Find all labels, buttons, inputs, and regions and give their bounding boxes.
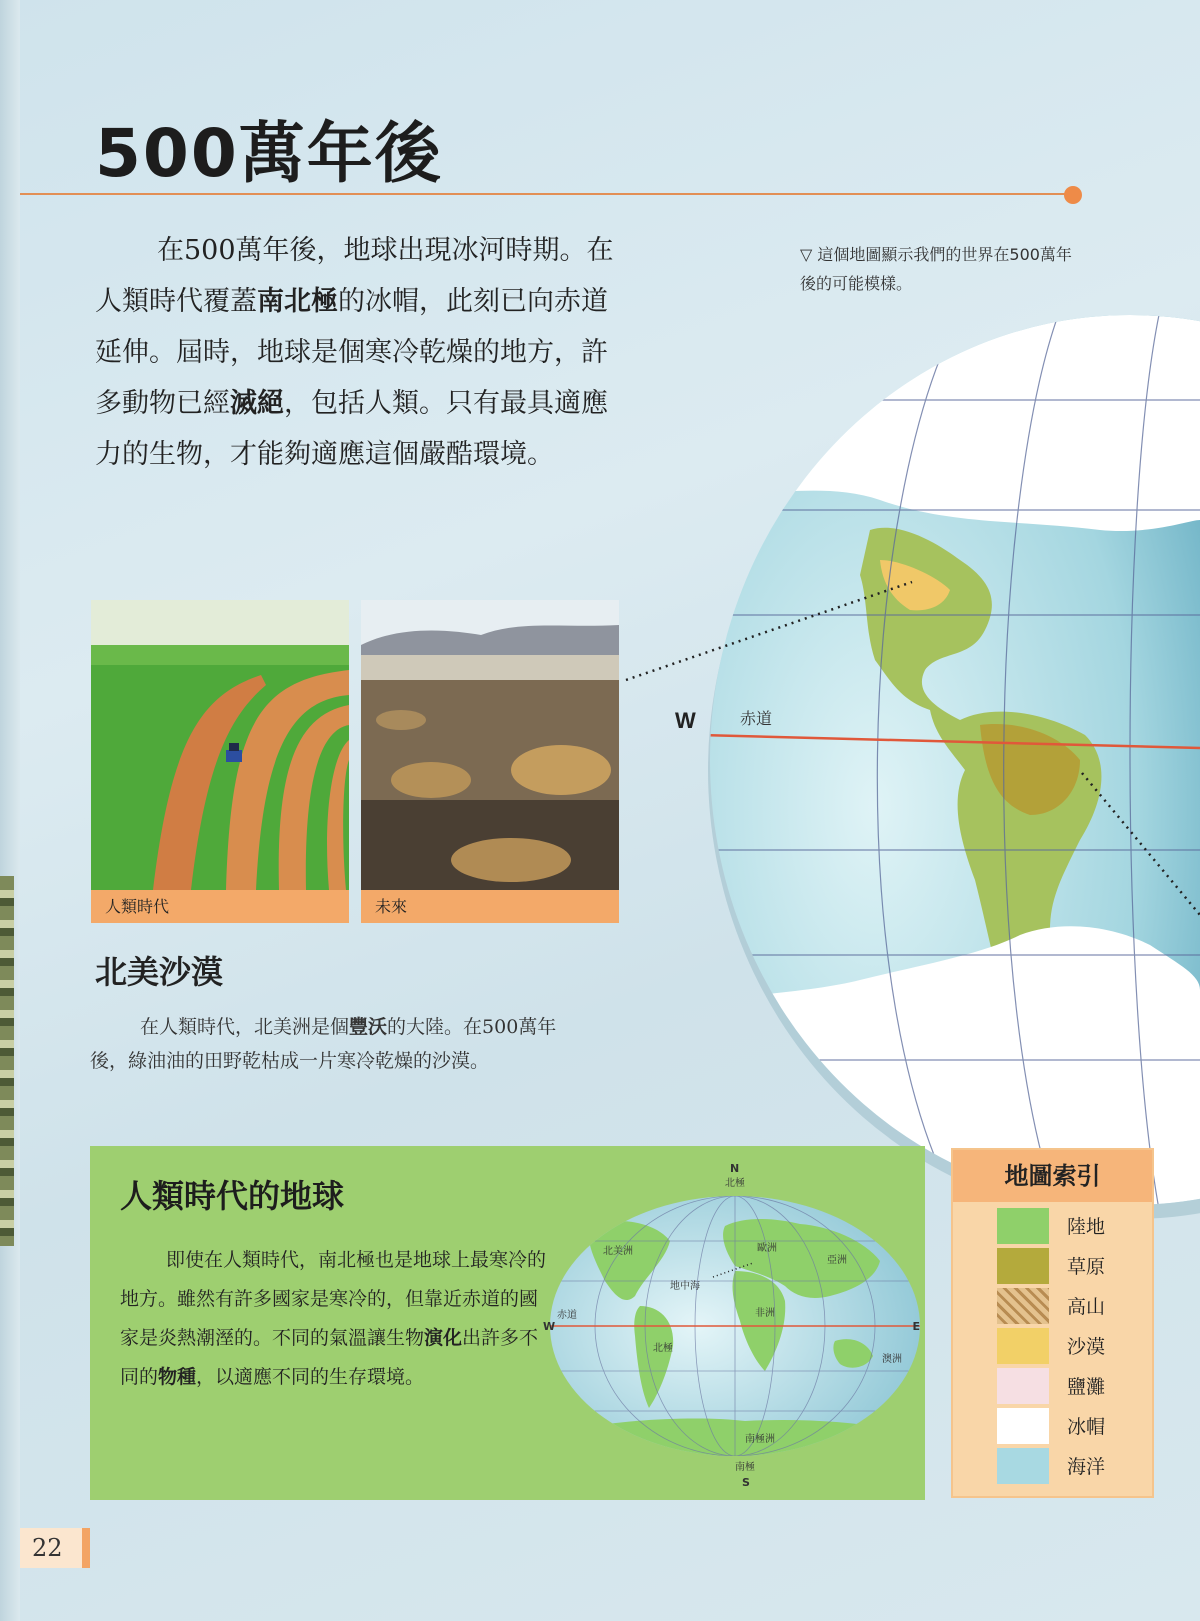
photo-human-age: [91, 600, 349, 923]
intro-paragraph: 在500萬年後，地球出現冰河時期。在人類時代覆蓋南北極的冰帽，此刻已向赤道延伸。屆時，地球是個寒冷乾燥的地方，許多動物已經滅絕，包括人類。只有最具適應力的生物，才能夠適應這個嚴酷環境。: [95, 235, 614, 470]
title-divider: [20, 193, 1075, 195]
page-number: 22: [20, 1528, 90, 1568]
legend-item-grassland: [997, 1248, 1147, 1284]
north-america-label: 北美洲: [603, 1246, 633, 1257]
desert-image: [361, 600, 619, 890]
photo-label-future: 未來: [375, 897, 408, 916]
legend-swatch-land: [997, 1208, 1049, 1244]
present-world-map: [545, 1146, 925, 1500]
title-divider-dot: [1064, 186, 1082, 204]
photo-label-human-age: 人類時代: [105, 897, 170, 916]
legend-title: 地圖索引: [953, 1150, 1152, 1202]
page-title: 500萬年後: [95, 115, 443, 192]
human-age-box: [90, 1146, 925, 1500]
antarctica-label: 南極洲: [745, 1434, 775, 1445]
legend-label-ice-cap: 冰帽: [1067, 1416, 1106, 1438]
europe-label: 歐洲: [757, 1243, 777, 1254]
west-label: W: [543, 1320, 556, 1333]
legend-item-ice-cap: [997, 1408, 1147, 1444]
africa-label: 非洲: [755, 1308, 775, 1319]
legend-item-land: [997, 1208, 1147, 1244]
legend-swatch-ocean: [997, 1448, 1049, 1484]
map-caption: ▽ 這個地圖顯示我們的世界在500萬年後的可能模樣。: [800, 245, 1072, 293]
north-label: N: [730, 1162, 740, 1175]
green-fields-image: [91, 600, 349, 890]
north-pole-label: 北極: [725, 1178, 745, 1189]
legend-swatch-desert: [997, 1328, 1049, 1364]
legend-item-ocean: [997, 1448, 1147, 1484]
desert-section-heading: 北美沙漠: [95, 953, 224, 991]
legend-swatch-ice-cap: [997, 1408, 1049, 1444]
south-america-label: 北極: [653, 1343, 673, 1354]
legend-swatch-salt-flat: [997, 1368, 1049, 1404]
photo-future: [361, 600, 619, 923]
legend-item-desert: [997, 1328, 1147, 1364]
legend-label-mountain: 高山: [1067, 1296, 1106, 1318]
australia-label: 澳洲: [882, 1354, 902, 1365]
legend-label-grassland: 草原: [1067, 1256, 1106, 1278]
intro-text: [95, 225, 615, 480]
west-direction-label: W: [675, 708, 696, 733]
human-age-text: [120, 1241, 550, 1397]
asia-label: 亞洲: [827, 1255, 847, 1266]
desert-section-text: [90, 1010, 590, 1078]
map-legend: [951, 1148, 1154, 1498]
human-age-paragraph: 即使在人類時代，南北極也是地球上最寒冷的地方。雖然有許多國家是寒冷的，但靠近赤道的國家是炎熱潮溼的。不同的氣溫讓生物演化出許多不同的物種，以適應不同的生存環境。: [120, 1249, 547, 1388]
legend-label-desert: 沙漠: [1067, 1336, 1106, 1358]
human-age-heading: 人類時代的地球: [120, 1177, 345, 1215]
south-label: S: [742, 1476, 750, 1489]
legend-label-land: 陸地: [1067, 1216, 1106, 1238]
desert-paragraph: 在人類時代，北美洲是個豐沃的大陸。在500萬年後，綠油油的田野乾枯成一片寒冷乾燥的沙漠。: [90, 1016, 557, 1072]
legend-label-ocean: 海洋: [1067, 1456, 1106, 1478]
legend-item-salt-flat: [997, 1368, 1147, 1404]
equator-label: 赤道: [740, 709, 773, 728]
legend-swatch-mountain: [997, 1288, 1049, 1324]
east-label: E: [912, 1320, 920, 1333]
mediterranean-label: 地中海: [670, 1281, 700, 1292]
legend-swatch-grassland: [997, 1248, 1049, 1284]
south-pole-label: 南極: [735, 1462, 755, 1473]
small-equator-label: 赤道: [557, 1310, 577, 1321]
legend-item-mountain: [997, 1288, 1147, 1324]
legend-label-salt-flat: 鹽灘: [1067, 1376, 1106, 1398]
